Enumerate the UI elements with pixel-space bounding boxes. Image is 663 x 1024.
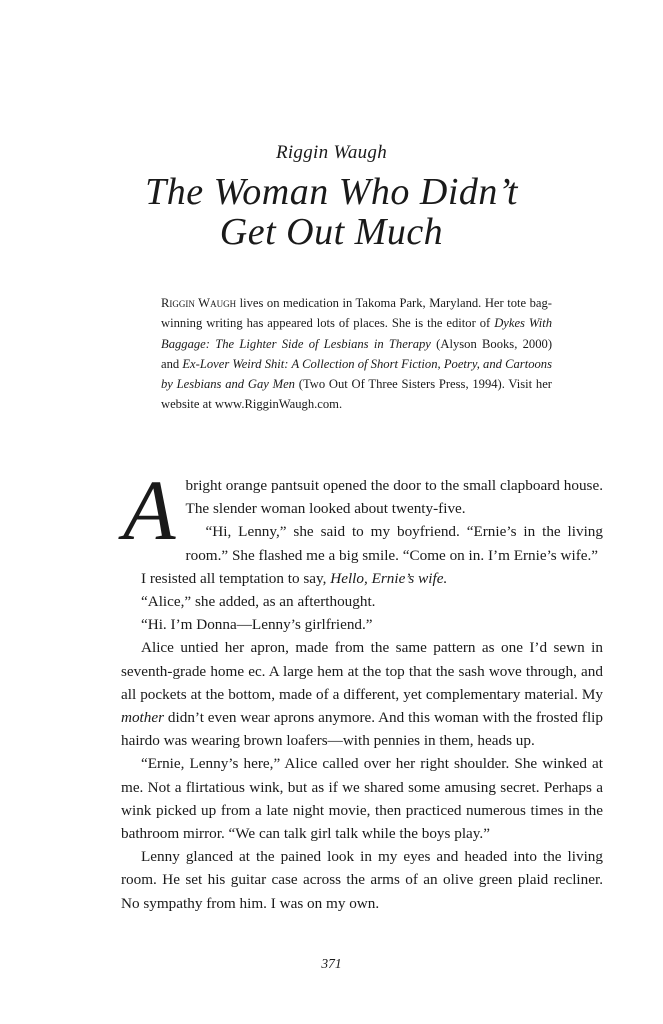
bio-author-name: Riggin Waugh [161,296,237,310]
bio-book-1: Dykes With Baggage: The Lighter Side of Lesbians in Therapy [161,316,552,351]
drop-cap: A [123,462,176,558]
author-name: Riggin Waugh [275,142,388,163]
bio-text-3: (Two Out Of Three Sisters Press, 1994). Visit her website at www.RigginWaugh.com. [161,377,553,412]
paragraph-3: I resisted all temptation to say, Hello, Ernie’s wife. [141,569,448,587]
author-bio [161,293,552,415]
paragraph-1: A bright orange pantsuit opened the door to the small clapboard house. The slender woman looked about twenty-five. [123,462,603,558]
paragraph-5: “Hi. I’m Donna—Lenny’s girlfriend.” [141,616,373,634]
story-body [121,462,603,915]
paragraph-2: “Hi, Lenny,” she said to my boyfriend. “Ernie’s in the living room.” She flashed me a big smile. “Come on in. I’m Ernie’s wife.” [185,523,603,564]
title-line-1: The Woman Who Didn’t [145,171,518,213]
bio-text-1: lives on medication in Takoma Park, Maryland. Her tote bag-winning writing has appeared lots of places. She is the editor of [161,296,553,331]
paragraph-6: Alice untied her apron, made from the same pattern as one I’d sewn in seventh-grade home ec. A large hem at the top that the sash wove through, and all pockets at the bottom, made of a different, yet complementary material. My mother didn’t even wear aprons anymore. And this woman with the frosted flip hairdo was wearing brown loafers—with pennies in them, heads up. [121,639,603,750]
story-title [0,172,663,252]
paragraph-8: Lenny glanced at the pained look in my eyes and headed into the living room. He set his guitar case across the arms of an olive green plaid recliner. No sympathy from him. I was on my own. [121,848,603,912]
bio-book-2: Ex-Lover Weird Shit: A Collection of Short Fiction, Poetry, and Cartoons by Lesbians and Gay Men [161,356,552,392]
paragraph-4: “Alice,” she added, as an afterthought. [141,593,376,611]
paragraph-7: “Ernie, Lenny’s here,” Alice called over her right shoulder. She winked at me. Not a flirtatious wink, but as if we shared some amusing secret. Perhaps a wink picked up from a late night movie, then practiced numerous times in the bathroom mirror. “We can talk girl talk while the boys play.” [121,755,603,843]
title-line-2: Get Out Much [219,211,444,253]
page-number: 371 [321,956,342,971]
bio-text-2: (Alyson Books, 2000) and [161,336,553,371]
